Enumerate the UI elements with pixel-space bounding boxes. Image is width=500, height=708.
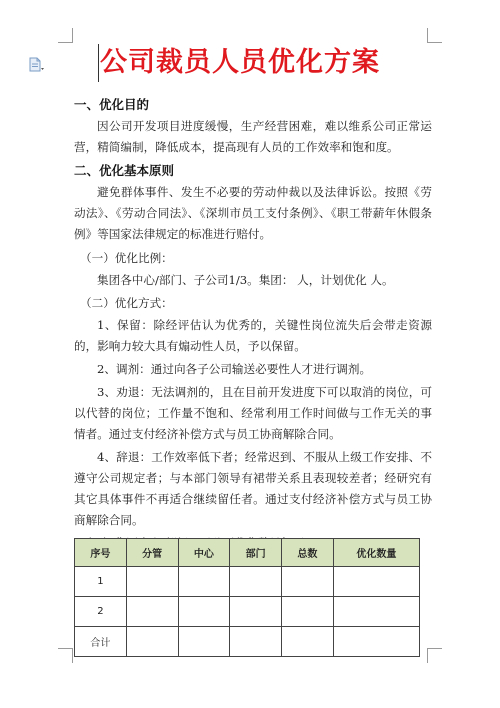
col-header: 序号 (75, 539, 127, 567)
table-row (75, 567, 420, 597)
table-cell[interactable] (126, 627, 178, 657)
table-cell[interactable] (333, 567, 419, 597)
table-cell[interactable] (333, 627, 419, 657)
page-corner-top-left (58, 28, 73, 43)
optimization-count-table (74, 538, 420, 657)
table-cell[interactable] (178, 567, 230, 597)
table-cell[interactable] (333, 597, 419, 627)
table-cell[interactable]: 1 (75, 567, 127, 597)
method-item: 4、辞退：工作效率低下者；经常迟到、不服从上级工作安排、不遵守公司规定者；与本部门领导有裙带关系且表现较差者；经研究有其它具体事件不再适合继续留任者。通过支付经济补偿方式与员工协商解除合同。 (74, 450, 432, 527)
table-cell[interactable]: 2 (75, 597, 127, 627)
document-title: 公司裁员人员优化方案 (100, 47, 380, 78)
table-cell[interactable] (282, 597, 334, 627)
table-header-row (75, 539, 420, 567)
table-cell[interactable] (230, 597, 282, 627)
col-header: 分管 (126, 539, 178, 567)
method-item: 2、调剂：通过向各子公司输送必要性人才进行调剂。 (97, 362, 372, 376)
table-row (75, 597, 420, 627)
table-cell[interactable] (178, 627, 230, 657)
table-cell[interactable] (126, 567, 178, 597)
section-body-purpose: 因公司开发项目进度缓慢，生产经营困难，难以维系公司正常运营，精简编制，降低成本，提高现有人员的工作效率和饱和度。 (74, 119, 432, 154)
table-cell[interactable] (282, 567, 334, 597)
page-corner-bottom-right (427, 648, 442, 663)
section-heading-principles: 二、优化基本原则 (74, 163, 175, 178)
table-cell[interactable] (126, 597, 178, 627)
table-row-total (75, 627, 420, 657)
col-header: 总数 (282, 539, 334, 567)
text-cursor (98, 44, 99, 82)
table-cell[interactable] (282, 627, 334, 657)
method-item: 1、保留：除经评估认为优秀的，关键性岗位流失后会带走资源的，影响力较大具有煽动性人员，予以保留。 (74, 318, 432, 353)
table-cell[interactable] (230, 567, 282, 597)
table-cell[interactable] (230, 627, 282, 657)
table-cell[interactable]: 合计 (75, 627, 127, 657)
method-item: 3、劝退：无法调剂的，且在目前开发进度下可以取消的岗位，可以代替的岗位；工作量不饱和、经常利用工作时间做与工作无关的事情者。通过支付经济补偿方式与员工协商解除合同。 (74, 385, 432, 441)
document-page (74, 40, 432, 553)
table-cell[interactable] (178, 597, 230, 627)
ratio-body: 集团各中心/部门、子公司1/3。集团： 人，计划优化 人。 (97, 273, 394, 287)
col-header: 部门 (230, 539, 282, 567)
document-icon[interactable] (28, 57, 44, 73)
col-header: 优化数量 (333, 539, 419, 567)
subheading-method: （二）优化方式： (80, 296, 173, 310)
page-corner-bottom-left (58, 648, 73, 663)
section-heading-purpose: 一、优化目的 (74, 97, 150, 112)
subheading-ratio: （一）优化比例： (80, 251, 173, 265)
col-header: 中心 (178, 539, 230, 567)
section-body-principles: 避免群体事件、发生不必要的劳动仲裁以及法律诉讼。按照《劳动法》、《劳动合同法》、《深圳市员工支付条例》、《职工带薪年休假条例》等国家法律规定的标准进行赔付。 (74, 185, 432, 241)
